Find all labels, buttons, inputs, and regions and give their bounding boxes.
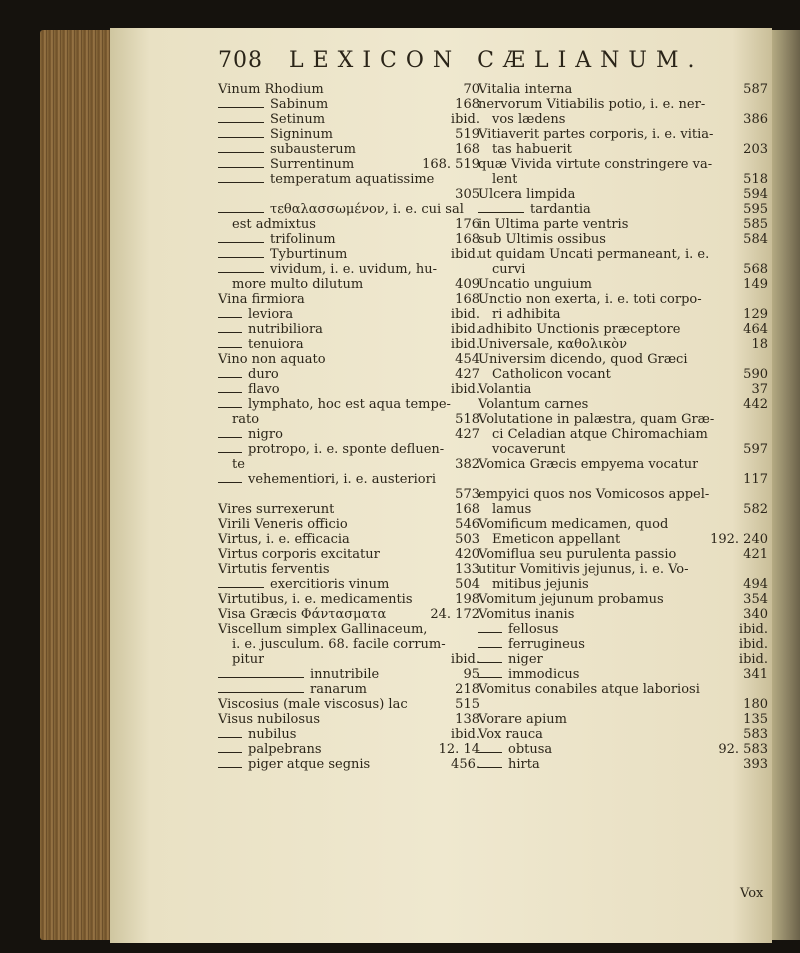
index-entry [218, 127, 480, 142]
entry-page-ref: 382 [455, 457, 480, 472]
index-entry [478, 247, 768, 262]
index-entry [478, 127, 768, 142]
entry-page-ref: 168. 519 [422, 157, 480, 172]
catchword: Vox [740, 886, 764, 901]
entry-page-ref: 192. 240 [710, 532, 768, 547]
entry-page-ref: 180 [743, 697, 768, 712]
ditto-dash [478, 752, 502, 753]
entry-page-ref: ibid. [450, 652, 480, 667]
entry-term: Virtutis ferventis [218, 562, 330, 577]
entry-term: Surrentinum [270, 157, 355, 172]
index-entry [218, 217, 480, 232]
index-entry [218, 262, 480, 277]
entry-term: Setinum [270, 112, 326, 127]
index-entry [218, 412, 480, 427]
entry-page-ref: ibid. [450, 247, 480, 262]
entry-page-ref: 456. [451, 757, 480, 772]
entry-page-ref: 340 [743, 607, 768, 622]
entry-term: Universim dicendo, quod Græci [478, 352, 688, 367]
running-head-title: LEXICON CÆLIANUM. [289, 48, 704, 73]
ditto-dash [218, 272, 264, 273]
index-entry [478, 757, 768, 772]
entry-term: more multo dilutum [232, 277, 364, 292]
ditto-dash [218, 122, 264, 123]
entry-term: Catholicon vocant [492, 367, 611, 382]
entry-term: ci Celadian atque Chiromachiam [492, 427, 708, 442]
ditto-dash [478, 662, 502, 663]
entry-page-ref: 587 [743, 82, 768, 97]
entry-page-ref: 409 [455, 277, 480, 292]
entry-page-ref: 12. 14 [438, 742, 480, 757]
entry-term: Viscosius (male viscosus) lac [218, 697, 408, 712]
entry-page-ref: ibid. [450, 322, 480, 337]
index-entry [478, 562, 768, 577]
index-entry [478, 307, 768, 322]
entry-page-ref: 393 [743, 757, 768, 772]
index-entry [478, 727, 768, 742]
entry-page-ref: 583 [743, 727, 768, 742]
ditto-dash [218, 587, 264, 588]
entry-page-ref: 420 [455, 547, 480, 562]
index-entry [478, 202, 768, 217]
index-entry [478, 652, 768, 667]
entry-term: Vomitus conabiles atque laboriosi [478, 682, 700, 697]
index-entry [218, 82, 480, 97]
entry-page-ref: 168 [455, 502, 480, 517]
index-entry [218, 202, 480, 217]
index-entry [478, 457, 768, 472]
entry-page-ref: ibid. [738, 652, 768, 667]
index-entry [478, 637, 768, 652]
index-entry [218, 292, 480, 307]
entry-page-ref: 149 [743, 277, 768, 292]
entry-term: Vomiflua seu purulenta passio [478, 547, 677, 562]
index-entry [218, 697, 480, 712]
index-entry [218, 382, 480, 397]
entry-term: Vina firmiora [218, 292, 305, 307]
entry-term: subausterum [270, 142, 356, 157]
entry-term: ut quidam Uncati permaneant, i. e. [478, 247, 710, 262]
entry-page-ref: 503 [455, 532, 480, 547]
entry-page-ref: 176 [455, 217, 480, 232]
index-entry [478, 262, 768, 277]
entry-term: Vorare apium [478, 712, 567, 727]
index-entry [218, 532, 480, 547]
index-entry [478, 142, 768, 157]
entry-page-ref: 454 [455, 352, 480, 367]
entry-page-ref: 95 [463, 667, 480, 682]
index-entry [478, 547, 768, 562]
entry-page-ref: 494 [743, 577, 768, 592]
index-entry [478, 697, 768, 712]
entry-term: Vires surrexerunt [218, 502, 335, 517]
ditto-dash [218, 677, 304, 678]
index-entry [478, 232, 768, 247]
index-entry [478, 592, 768, 607]
index-entry [478, 472, 768, 487]
entry-term: curvi [492, 262, 526, 277]
entry-page-ref: 594 [743, 187, 768, 202]
entry-page-ref: 590 [743, 367, 768, 382]
entry-term: Sabinum [270, 97, 329, 112]
entry-term: nubilus [248, 727, 297, 742]
index-entry [478, 172, 768, 187]
ditto-dash [218, 257, 264, 258]
page-number: 708 [218, 48, 263, 73]
entry-page-ref: 595 [743, 202, 768, 217]
ditto-dash [478, 647, 502, 648]
entry-term: Vitiaverit partes corporis, i. e. vitia- [478, 127, 714, 142]
index-entry [478, 487, 768, 502]
index-entry [478, 97, 768, 112]
entry-term: Tyburtinum [270, 247, 348, 262]
index-entry [218, 457, 480, 472]
index-entry [478, 337, 768, 352]
ditto-dash [218, 392, 242, 393]
index-entry [478, 712, 768, 727]
index-entry [478, 667, 768, 682]
entry-page-ref: 546 [455, 517, 480, 532]
entry-term: Virtus corporis excitatur [218, 547, 380, 562]
entry-page-ref: 129 [743, 307, 768, 322]
book-spine-edge [40, 30, 120, 940]
entry-page-ref: 168 [455, 232, 480, 247]
entry-term: exercitioris vinum [270, 577, 390, 592]
entry-page-ref: 515 [455, 697, 480, 712]
index-entry [478, 427, 768, 442]
index-entry [218, 247, 480, 262]
entry-term: leviora [248, 307, 294, 322]
index-entry [478, 352, 768, 367]
index-entry [218, 427, 480, 442]
index-entry [218, 322, 480, 337]
entry-term: piger atque segnis [248, 757, 371, 772]
ditto-dash [218, 752, 242, 753]
index-entry [218, 502, 480, 517]
left-column [218, 82, 480, 772]
ditto-dash [218, 182, 264, 183]
index-entry [218, 472, 480, 487]
entry-term: rato [232, 412, 260, 427]
entry-term: Universale, καθολικὸν [478, 337, 628, 352]
index-entry [478, 367, 768, 382]
entry-term: flavo [248, 382, 280, 397]
entry-page-ref: 386 [743, 112, 768, 127]
entry-term: nutribiliora [248, 322, 323, 337]
index-entry [218, 607, 480, 622]
index-entry [218, 592, 480, 607]
index-entry [478, 322, 768, 337]
index-entry [218, 97, 480, 112]
entry-page-ref: 442 [743, 397, 768, 412]
entry-page-ref: 341 [743, 667, 768, 682]
page-right-edge [772, 30, 800, 940]
entry-term: vos lædens [492, 112, 566, 127]
index-entry [218, 232, 480, 247]
index-entry [218, 187, 480, 202]
index-entry [218, 487, 480, 502]
index-entry [218, 337, 480, 352]
entry-term: immodicus [508, 667, 580, 682]
index-entry [218, 352, 480, 367]
entry-term: trifolinum [270, 232, 336, 247]
ditto-dash [218, 137, 264, 138]
entry-page-ref: 168 [455, 142, 480, 157]
entry-page-ref: 37 [751, 382, 768, 397]
index-entry [478, 532, 768, 547]
entry-term: tardantia [530, 202, 591, 217]
entry-page-ref: 117 [743, 472, 768, 487]
entry-page-ref: ibid. [450, 337, 480, 352]
ditto-dash [218, 242, 264, 243]
entry-term: Volutatione in palæstra, quam Græ- [478, 412, 715, 427]
entry-page-ref: 92. 583 [718, 742, 768, 757]
entry-page-ref: 427 [455, 427, 480, 442]
entry-term: te [232, 457, 245, 472]
index-entry [218, 547, 480, 562]
index-entry [478, 502, 768, 517]
entry-term: ri adhibita [492, 307, 561, 322]
index-entry [478, 622, 768, 637]
ditto-dash [218, 482, 242, 483]
entry-term: protropo, i. e. sponte defluen- [248, 442, 445, 457]
entry-term: empyici quos nos Vomicosos appel- [478, 487, 710, 502]
entry-page-ref: 573 [455, 487, 480, 502]
entry-page-ref: 135 [743, 712, 768, 727]
ditto-dash [218, 437, 242, 438]
entry-page-ref: ibid. [450, 382, 480, 397]
ditto-dash [478, 212, 524, 213]
entry-term: Vomitum jejunum probamus [478, 592, 664, 607]
index-entry [218, 682, 480, 697]
entry-page-ref: 427 [455, 367, 480, 382]
ditto-dash [478, 677, 502, 678]
entry-page-ref: ibid. [450, 727, 480, 742]
index-entry [218, 577, 480, 592]
entry-page-ref: 582 [743, 502, 768, 517]
entry-page-ref: 168 [455, 292, 480, 307]
right-column [478, 82, 768, 772]
entry-term: Virili Veneris officio [218, 517, 348, 532]
entry-term: Virtutibus, i. e. medicamentis [218, 592, 413, 607]
entry-term: mitibus jejunis [492, 577, 589, 592]
entry-page-ref: 518 [455, 412, 480, 427]
index-entry [218, 562, 480, 577]
entry-term: Vino non aquato [218, 352, 326, 367]
entry-page-ref: 354 [743, 592, 768, 607]
index-entry [218, 112, 480, 127]
entry-term: ferrugineus [508, 637, 585, 652]
index-entry [218, 622, 480, 637]
entry-term: ranarum [310, 682, 368, 697]
running-header [218, 48, 704, 73]
ditto-dash [478, 632, 502, 633]
entry-page-ref: 305 [455, 187, 480, 202]
entry-term: in Ultima parte ventris [478, 217, 629, 232]
index-entry [478, 112, 768, 127]
entry-term: Signinum [270, 127, 333, 142]
entry-term: vividum, i. e. uvidum, hu- [270, 262, 437, 277]
entry-term: sub Ultimis ossibus [478, 232, 606, 247]
entry-page-ref: 24. 172 [430, 607, 480, 622]
index-entry [478, 277, 768, 292]
ditto-dash [218, 407, 242, 408]
entry-page-ref: 203 [743, 142, 768, 157]
index-entry [218, 157, 480, 172]
entry-term: Unctio non exerta, i. e. toti corpo- [478, 292, 702, 307]
entry-term: nervorum Vitiabilis potio, i. e. ner- [478, 97, 706, 112]
entry-term: quæ Vivida virtute constringere va- [478, 157, 713, 172]
entry-term: Visus nubilosus [218, 712, 321, 727]
index-entry [218, 757, 480, 772]
entry-page-ref: 133 [455, 562, 480, 577]
entry-term: Viscellum simplex Gallinaceum, [218, 622, 428, 637]
entry-term: tenuiora [248, 337, 304, 352]
entry-page-ref: ibid. [450, 112, 480, 127]
index-entry [218, 397, 480, 412]
entry-term: Vox rauca [478, 727, 543, 742]
index-entry [478, 577, 768, 592]
ditto-dash [218, 692, 304, 693]
ditto-dash [218, 452, 242, 453]
index-entry [478, 382, 768, 397]
entry-term: hirta [508, 757, 540, 772]
ditto-dash [218, 347, 242, 348]
entry-term: Vinum Rhodium [218, 82, 324, 97]
index-entry [218, 442, 480, 457]
index-entry [218, 277, 480, 292]
entry-term: Volantum carnes [478, 397, 589, 412]
ditto-dash [218, 152, 264, 153]
entry-page-ref: 421 [743, 547, 768, 562]
index-entry [218, 517, 480, 532]
index-entry [478, 517, 768, 532]
entry-term: obtusa [508, 742, 553, 757]
entry-term: Vomitus inanis [478, 607, 575, 622]
entry-term: Ulcera limpida [478, 187, 576, 202]
entry-term: tas habuerit [492, 142, 572, 157]
ditto-dash [218, 737, 242, 738]
entry-term: niger [508, 652, 543, 667]
entry-page-ref: 568 [743, 262, 768, 277]
entry-term: palpebrans [248, 742, 322, 757]
entry-term: τεθαλασσωμένον, i. e. cui sal [270, 202, 464, 217]
entry-page-ref: 198 [455, 592, 480, 607]
index-entry [218, 637, 480, 652]
entry-term: fellosus [508, 622, 559, 637]
entry-page-ref: 519 [455, 127, 480, 142]
index-entry [478, 217, 768, 232]
index-entry [478, 607, 768, 622]
ditto-dash [218, 107, 264, 108]
entry-page-ref: ibid. [738, 637, 768, 652]
entry-page-ref: 168 [455, 97, 480, 112]
entry-term: Volantia [478, 382, 532, 397]
index-entry [478, 187, 768, 202]
ditto-dash [478, 767, 502, 768]
ditto-dash [218, 212, 264, 213]
entry-term: nigro [248, 427, 283, 442]
entry-page-ref: ibid. [738, 622, 768, 637]
entry-page-ref: 585 [743, 217, 768, 232]
entry-page-ref: 138 [455, 712, 480, 727]
index-entry [218, 142, 480, 157]
entry-page-ref: 218 [455, 682, 480, 697]
entry-term: Uncatio unguium [478, 277, 592, 292]
entry-term: utitur Vomitivis jejunus, i. e. Vo- [478, 562, 689, 577]
entry-term: vocaverunt [492, 442, 566, 457]
index-entry [218, 367, 480, 382]
entry-term: Vitalia interna [478, 82, 573, 97]
index-entry [218, 667, 480, 682]
entry-term: vehementiori, i. e. austeriori [248, 472, 437, 487]
entry-term: innutribile [310, 667, 380, 682]
ditto-dash [218, 767, 242, 768]
ditto-dash [218, 377, 242, 378]
index-entry [218, 307, 480, 322]
entry-page-ref: ibid. [450, 307, 480, 322]
entry-term: lamus [492, 502, 532, 517]
entry-term: est admixtus [232, 217, 316, 232]
entry-page-ref: 584 [743, 232, 768, 247]
entry-term: Emeticon appellant [492, 532, 621, 547]
entry-term: i. e. jusculum. 68. facile corrum- [232, 637, 446, 652]
entry-term: temperatum aquatissime [270, 172, 435, 187]
ditto-dash [218, 332, 242, 333]
entry-page-ref: 464 [743, 322, 768, 337]
entry-page-ref: 597 [743, 442, 768, 457]
index-entry [478, 157, 768, 172]
index-entry [478, 397, 768, 412]
entry-term: Vomificum medicamen, quod [478, 517, 669, 532]
index-entry [218, 652, 480, 667]
entry-page-ref: 70 [463, 82, 480, 97]
index-entry [218, 727, 480, 742]
entry-term: adhibito Unctionis præceptore [478, 322, 681, 337]
index-entry [478, 412, 768, 427]
index-entry [478, 82, 768, 97]
entry-term: lent [492, 172, 518, 187]
entry-page-ref: 518 [743, 172, 768, 187]
index-entry [218, 172, 480, 187]
entry-term: Vomica Græcis empyema vocatur [478, 457, 699, 472]
index-entry [218, 742, 480, 757]
ditto-dash [218, 167, 264, 168]
index-entry [478, 742, 768, 757]
entry-term: Visa Græcis Φάντασματα [218, 607, 387, 622]
entry-term: pitur [232, 652, 265, 667]
entry-term: duro [248, 367, 279, 382]
index-entry [478, 682, 768, 697]
entry-term: Virtus, i. e. efficacia [218, 532, 350, 547]
index-entry [218, 712, 480, 727]
ditto-dash [218, 317, 242, 318]
entry-term: lymphato, hoc est aqua tempe- [248, 397, 451, 412]
entry-page-ref: 18 [751, 337, 768, 352]
index-entry [478, 292, 768, 307]
index-entry [478, 442, 768, 457]
entry-page-ref: 504 [455, 577, 480, 592]
